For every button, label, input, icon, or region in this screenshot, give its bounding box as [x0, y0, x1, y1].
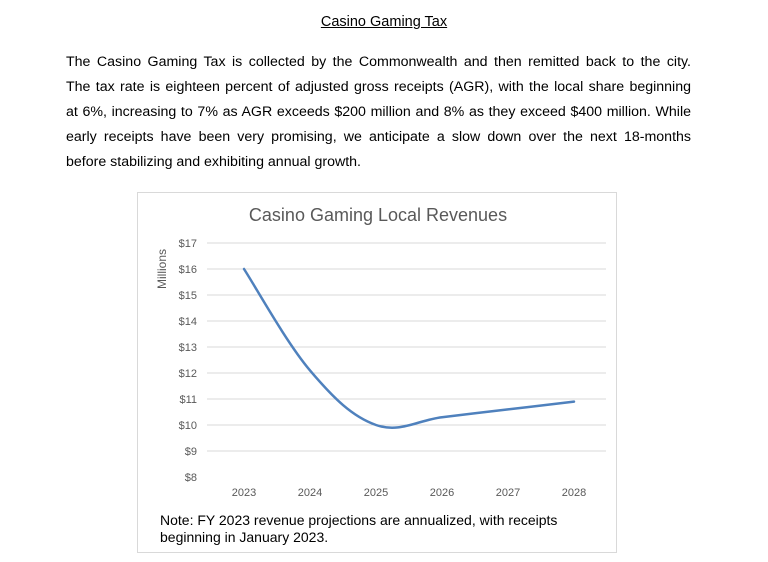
x-tick-label: 2024 [297, 487, 323, 499]
x-tick-label: 2025 [363, 487, 389, 499]
x-tick-label: 2023 [231, 487, 257, 499]
y-tick-label: $12 [178, 368, 197, 380]
y-tick-label: $11 [179, 394, 197, 406]
y-tick-label: $16 [178, 264, 197, 276]
chart-note: Note: FY 2023 revenue projections are annualized, with receipts beginning in January 2023. [160, 512, 558, 545]
x-tick-label: 2026 [429, 487, 455, 499]
y-axis-label: Millions [155, 248, 169, 290]
paragraph-line: before stabilizing and exhibiting annual growth. [66, 154, 361, 170]
y-tick-label: $8 [184, 472, 197, 484]
series-line [244, 269, 574, 428]
chart-container [137, 192, 617, 553]
chart-title: Casino Gaming Local Revenues [248, 205, 508, 225]
y-tick-label: $15 [178, 290, 197, 302]
paragraph-line: at 6%, increasing to 7% as AGR exceeds $200 million and 8% as they exceed $400 million. While [66, 104, 691, 120]
x-tick-label: 2027 [495, 487, 521, 499]
y-tick-label: $13 [178, 342, 197, 354]
paragraph-line: The Casino Gaming Tax is collected by the Commonwealth and then remitted back to the city. [66, 54, 691, 70]
x-tick-label: 2028 [561, 487, 587, 499]
body-paragraph [66, 50, 691, 175]
page-title: Casino Gaming Tax [320, 14, 448, 30]
y-tick-label: $10 [178, 420, 197, 432]
paragraph-line: early receipts have been very promising, we anticipate a slow down over the next 18-months [66, 129, 691, 145]
y-tick-label: $17 [178, 238, 197, 250]
y-tick-label: $14 [178, 316, 197, 328]
paragraph-line: The tax rate is eighteen percent of adjusted gross receipts (AGR), with the local share beginning [66, 79, 691, 95]
y-tick-label: $9 [184, 446, 197, 458]
line-chart [138, 193, 616, 552]
